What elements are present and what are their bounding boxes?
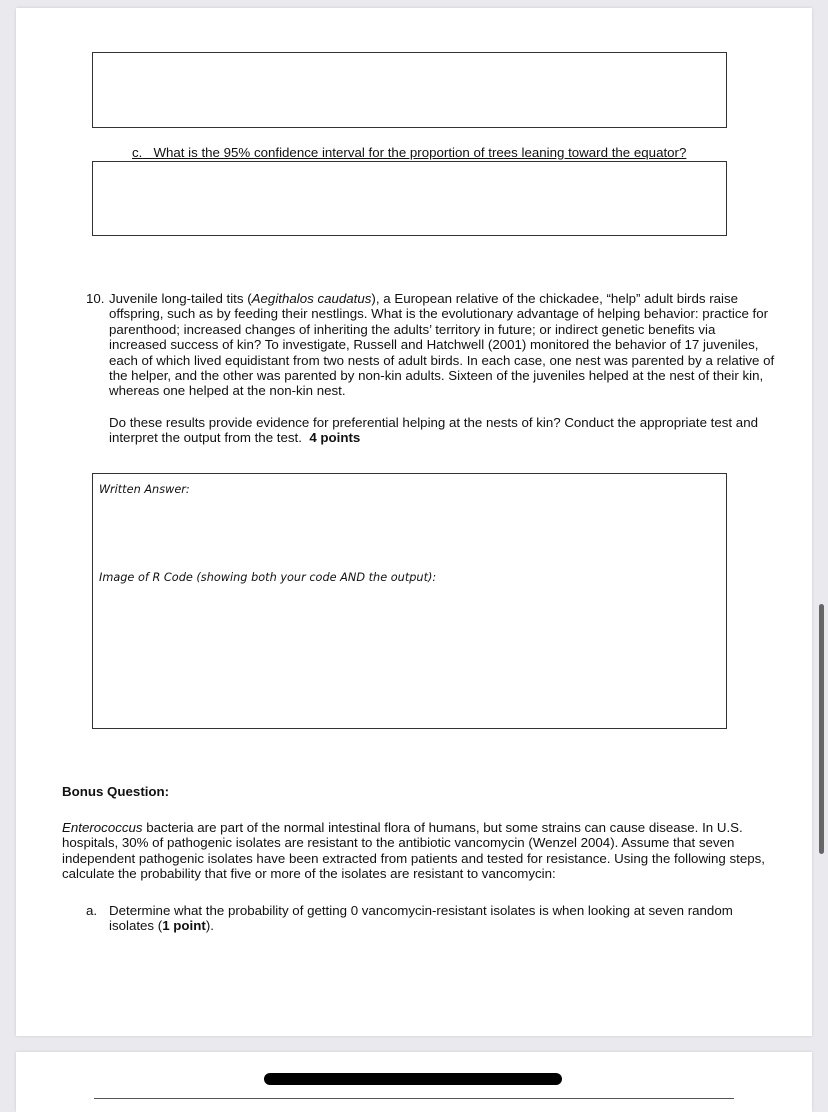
species-name: Aegithalos caudatus — [251, 291, 372, 306]
answer-box-b[interactable] — [92, 52, 727, 128]
item-a-marker: a. — [86, 903, 98, 918]
question-c-marker: c. — [132, 145, 143, 160]
question-10-intro: Juvenile long-tailed tits (Aegithalos caudatus), a European relative of the chickadee, “help” adult birds raise offspring, such as by feeding their nestlings. What is the evolutionary advantage of helping behavior: practice for parenthood; increased changes of inheriting the adults’ territory in future; or indirect genetic benefits via increased success of kin? To investigate, Russell and Hatchwell (2001) monitored the behavior of 17 juveniles, each of which lived equidistant from two nests of adult birds. In each case, one nest was parented by a relative of the helper, and the other was parented by non-kin adults. Sixteen of the juveniles helped at the nest of their kin, whereas one helped at the non-kin nest. — [109, 291, 775, 399]
question-c-text: What is the 95% confidence interval for the proportion of trees leaning toward the equator? — [153, 145, 687, 160]
written-answer-label: Written Answer: — [99, 483, 190, 496]
home-indicator[interactable] — [264, 1073, 562, 1085]
item-a-points: 1 point — [162, 918, 206, 934]
bonus-genus: Enterococcus — [62, 820, 143, 835]
question-10 — [86, 291, 776, 446]
question-10-points: 4 points — [309, 430, 361, 446]
scrollbar[interactable] — [819, 604, 824, 854]
bonus-title: Bonus Question: — [62, 784, 170, 799]
bonus-body: Enterococcus bacteria are part of the normal intestinal flora of humans, but some strains can cause disease. In U.S. hospitals, 30% of pathogenic isolates are resistant to the antibiotic vancomycin (Wenzel 2004). Assume that seven independent pathogenic isolates have been extracted from patients and tested for resistance. Using the following steps, calculate the probability that five or more of the isolates are resistant to vancomycin: — [62, 820, 765, 882]
next-page-rule — [94, 1098, 734, 1099]
answer-box-c[interactable] — [92, 161, 727, 236]
bonus-item-a: a. Determine what the probability of getting 0 vancomycin-resistant isolates is when looking at seven random isolates (1 point). — [86, 903, 733, 934]
question-10-task: Do these results provide evidence for preferential helping at the nests of kin? Conduct the appropriate test and interpret the output from the test. 4 points — [109, 414, 758, 446]
document-page — [16, 8, 812, 1036]
question-c-prompt — [132, 145, 686, 160]
question-10-number: 10. — [86, 291, 105, 306]
r-code-label: Image of R Code (showing both your code AND the output): — [99, 571, 437, 584]
answer-box-10[interactable] — [92, 473, 727, 729]
